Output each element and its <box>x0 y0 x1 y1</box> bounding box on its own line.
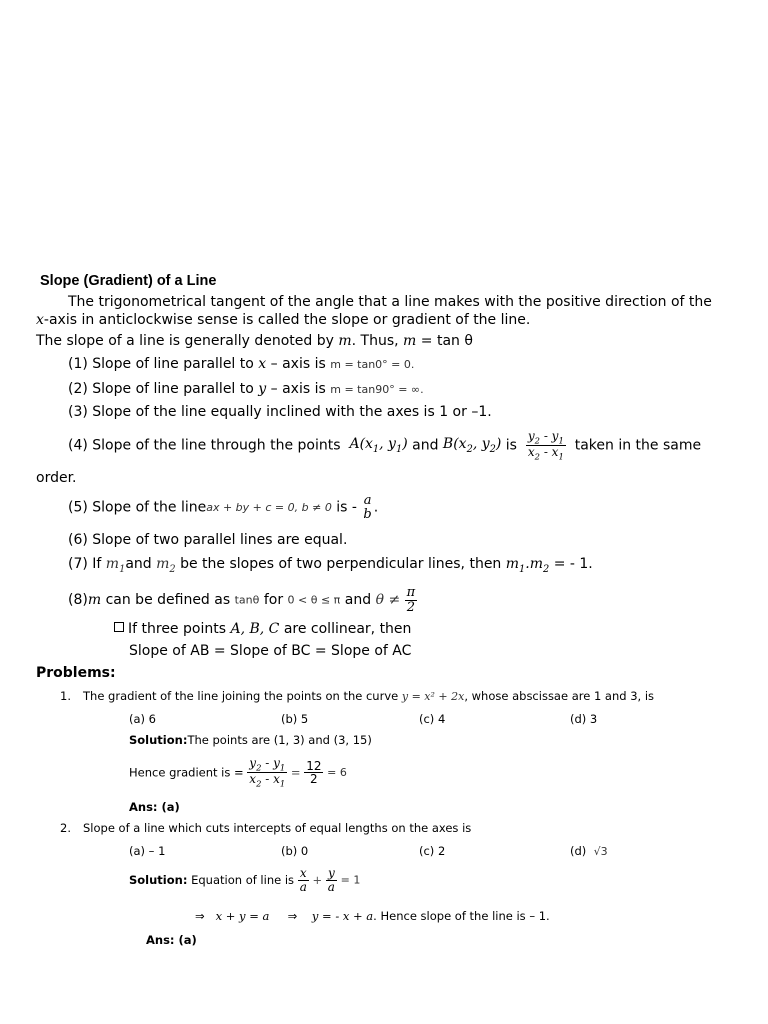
m2-symbol: $m_2$ <box>156 556 176 575</box>
implies-arrow-1: ⇒ <box>195 909 205 923</box>
a-over-b-fraction: a b <box>363 493 372 522</box>
q1-option-d: (d) 3 <box>570 712 598 726</box>
point-6: (6) Slope of two parallel lines are equal. <box>68 532 348 548</box>
q2-answer: Ans: (a) <box>146 933 197 947</box>
point-7: (7) If $m_1and$ $m_2$ be the slopes of two perpendicular lines, then $m_1.m_2$ = - 1. <box>68 556 593 575</box>
q2-steps: ⇒ x + y = a ⇒ y = - x + a. Hence slope of the line is – 1. <box>195 909 550 923</box>
point-5: (5) Slope of the lineax + by + c = 0, b ≠ 0 is - a b . <box>68 493 379 522</box>
q1-answer: Ans: (a) <box>129 800 180 814</box>
point-2: (2) Slope of line parallel to y – axis is m = tan90° = ∞. <box>68 381 424 397</box>
point-3: (3) Slope of the line equally inclined with the axes is 1 or –1. <box>68 404 492 420</box>
q1-slope-fraction: $\frac{y_2 - y_1}{x_2 - x_1}$ <box>249 756 286 789</box>
point-b-formula: $B(x_2$, $y_2$) <box>442 436 502 456</box>
q2-option-c: (c) 2 <box>419 844 446 858</box>
q1-number: 1. <box>60 689 71 703</box>
pi-over-2-fraction: $\frac{\pi}{2}$ <box>406 585 416 615</box>
q1-gradient: Hence gradient is = $\frac{y_2 - y_1}{x_2 - x_1}$ = $\frac{12}{2}$ = 6 <box>129 756 347 789</box>
q1-solution: Solution:The points are (1, 3) and (3, 15) <box>129 733 372 747</box>
point-1: (1) Slope of line parallel to x – axis is m = tan0° = 0. <box>68 356 415 372</box>
q2-option-b: (b) 0 <box>281 844 309 858</box>
q1-option-c: (c) 4 <box>419 712 446 726</box>
problems-heading: Problems: <box>36 665 116 681</box>
q2-solution: Solution: Equation of line is $\frac{x}{a}$ + $\frac{y}{a}$ = 1 <box>129 866 361 894</box>
collinear-note-line2: Slope of AB = Slope of BC = Slope of AC <box>129 643 412 659</box>
slope-fraction: $\frac{y_2 - y_1}{x_2 - x_1}$ <box>527 429 564 462</box>
point-4-cont: order. <box>36 470 77 486</box>
point-8: (8)m can be defined as tanθ for 0 < θ ≤ π and θ ≠ $\frac{\pi}{2}$ <box>68 585 416 615</box>
q1-text: The gradient of the line joining the points on the curve y = x² + 2x, whose abscissae are 1 and 3, is <box>83 689 655 703</box>
q2-number: 2. <box>60 821 71 835</box>
intro-line-3: The slope of a line is generally denoted by m. Thus, m = tan θ <box>36 333 473 349</box>
y-over-a-fraction: $\frac{y}{a}$ <box>327 866 335 894</box>
implies-arrow-2: ⇒ <box>287 909 298 923</box>
q2-option-d: (d) √3 <box>570 844 608 858</box>
q1-option-a: (a) 6 <box>129 712 156 726</box>
x-over-a-fraction: $\frac{x}{a}$ <box>299 866 307 894</box>
m1m2-product: $m_1.m_2$ <box>505 556 550 575</box>
q2-option-a: (a) – 1 <box>129 844 166 858</box>
q2-text: Slope of a line which cuts intercepts of equal lengths on the axes is <box>83 821 472 835</box>
point-4: (4) Slope of the line through the points $A(x_1$, $y_1$) and $B(x_2$, $y_2$) is $\frac{y_2 - y_1}{x_2 - x_1}$ taken in the same <box>68 429 702 462</box>
q1-option-b: (b) 5 <box>281 712 309 726</box>
intro-line-1: The trigonometrical tangent of the angle that a line makes with the positive direction of the <box>68 294 712 310</box>
q1-result-fraction: $\frac{12}{2}$ <box>306 758 322 787</box>
theta-ne-symbol: θ ≠ <box>375 592 401 609</box>
collinear-note: If three points A, B, C are collinear, then <box>114 621 411 637</box>
intro-line-2: x-axis in anticlockwise sense is called the slope or gradient of the line. <box>36 312 531 328</box>
m1-symbol: $m_1$ <box>105 556 126 575</box>
section-heading: Slope (Gradient) of a Line <box>40 273 217 289</box>
square-bullet-icon <box>114 622 124 632</box>
point-a-formula: $A(x_1$, $y_1$) <box>349 436 408 456</box>
